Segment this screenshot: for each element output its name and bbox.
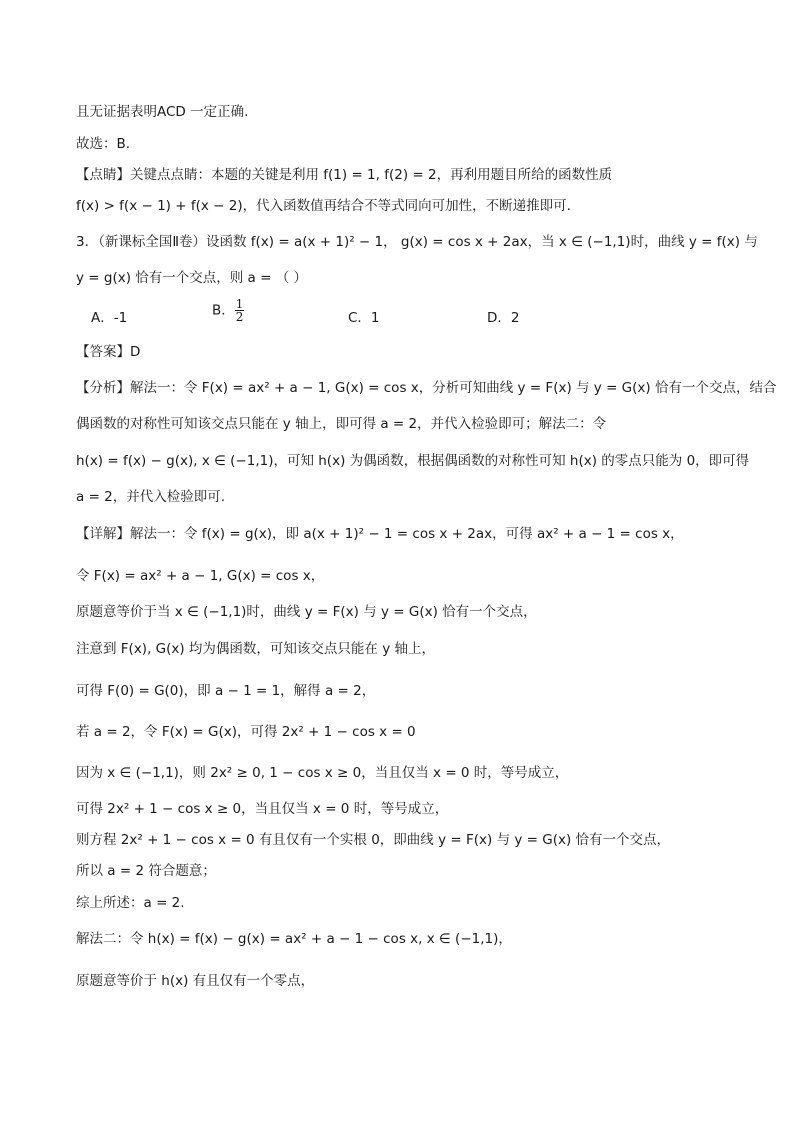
question-3-stem: y = g(x) 恰有一个交点，则 a = （ ） — [76, 270, 308, 286]
option-b-label: B． — [212, 302, 235, 319]
option-b — [212, 298, 244, 323]
analysis-text: h(x) = f(x) − g(x), x ∈ (−1,1)，可知 h(x) 为偶函数，根据偶函数的对称性可知 h(x) 的零点只能为 0，即可得 — [76, 453, 750, 469]
detail-text: 【详解】解法一：令 f(x) = g(x)，即 a(x + 1)² − 1 = cos x + 2ax，可得 ax² + a − 1 = cos x， — [76, 526, 684, 542]
detail-text: 若 a = 2，令 F(x) = G(x)，可得 2x² + 1 − cos x = 0 — [76, 724, 416, 740]
detail-text: 因为 x ∈ (−1,1)，则 2x² ≥ 0, 1 − cos x ≥ 0，当且仅当 x = 0 时，等号成立， — [76, 765, 569, 781]
analysis-text: 【分析】解法一：令 F(x) = ax² + a − 1, G(x) = cos x，分析可知曲线 y = F(x) 与 y = G(x) 恰有一个交点，结合 — [76, 380, 777, 396]
fraction — [235, 298, 245, 323]
detail-text: 令 F(x) = ax² + a − 1, G(x) = cos x， — [76, 568, 325, 584]
option-a: A．-1 — [91, 310, 128, 326]
method-two-text: 解法二：令 h(x) = f(x) − g(x) = ax² + a − 1 − cos x, x ∈ (−1,1)， — [76, 931, 512, 947]
text-line: 且无证据表明ACD 一定正确. — [76, 104, 249, 120]
detail-text: 综上所述：a = 2. — [76, 895, 185, 911]
detail-text: 所以 a = 2 符合题意； — [76, 863, 216, 879]
question-3-stem: 3．（新课标全国Ⅱ卷）设函数 f(x) = a(x + 1)² − 1， g(x) = cos x + 2ax，当 x ∈ (−1,1)时，曲线 y = f(x) 与 — [76, 234, 758, 250]
analysis-text: 偶函数的对称性可知该交点只能在 y 轴上，即可得 a = 2，并代入检验即可；解法二：令 — [76, 416, 607, 432]
text-line: 【点睛】关键点点睛：本题的关键是利用 f(1) = 1, f(2) = 2，再利用题目所给的函数性质 — [76, 167, 613, 183]
detail-text: 原题意等价于当 x ∈ (−1,1)时，曲线 y = F(x) 与 y = G(x) 恰有一个交点， — [76, 604, 537, 620]
detail-text: 注意到 F(x), G(x) 均为偶函数，可知该交点只能在 y 轴上， — [76, 641, 436, 657]
method-two-text: 原题意等价于 h(x) 有且仅有一个零点， — [76, 973, 315, 989]
text-line: f(x) > f(x − 1) + f(x − 2)，代入函数值再结合不等式同向可加性，不断递推即可. — [76, 198, 571, 214]
option-c: C．1 — [348, 310, 380, 326]
fraction-denominator: 2 — [235, 310, 244, 324]
text-line: 故选：B. — [76, 136, 131, 152]
fraction-numerator: 1 — [235, 297, 244, 311]
option-d: D．2 — [487, 310, 520, 326]
detail-text: 可得 F(0) = G(0)，即 a − 1 = 1，解得 a = 2， — [76, 683, 376, 699]
answer-label: 【答案】D — [76, 344, 141, 360]
detail-text: 可得 2x² + 1 − cos x ≥ 0，当且仅当 x = 0 时，等号成立， — [76, 801, 449, 817]
analysis-text: a = 2，并代入检验即可. — [76, 489, 226, 505]
detail-text: 则方程 2x² + 1 − cos x = 0 有且仅有一个实根 0，即曲线 y = F(x) 与 y = G(x) 恰有一个交点， — [76, 832, 671, 848]
